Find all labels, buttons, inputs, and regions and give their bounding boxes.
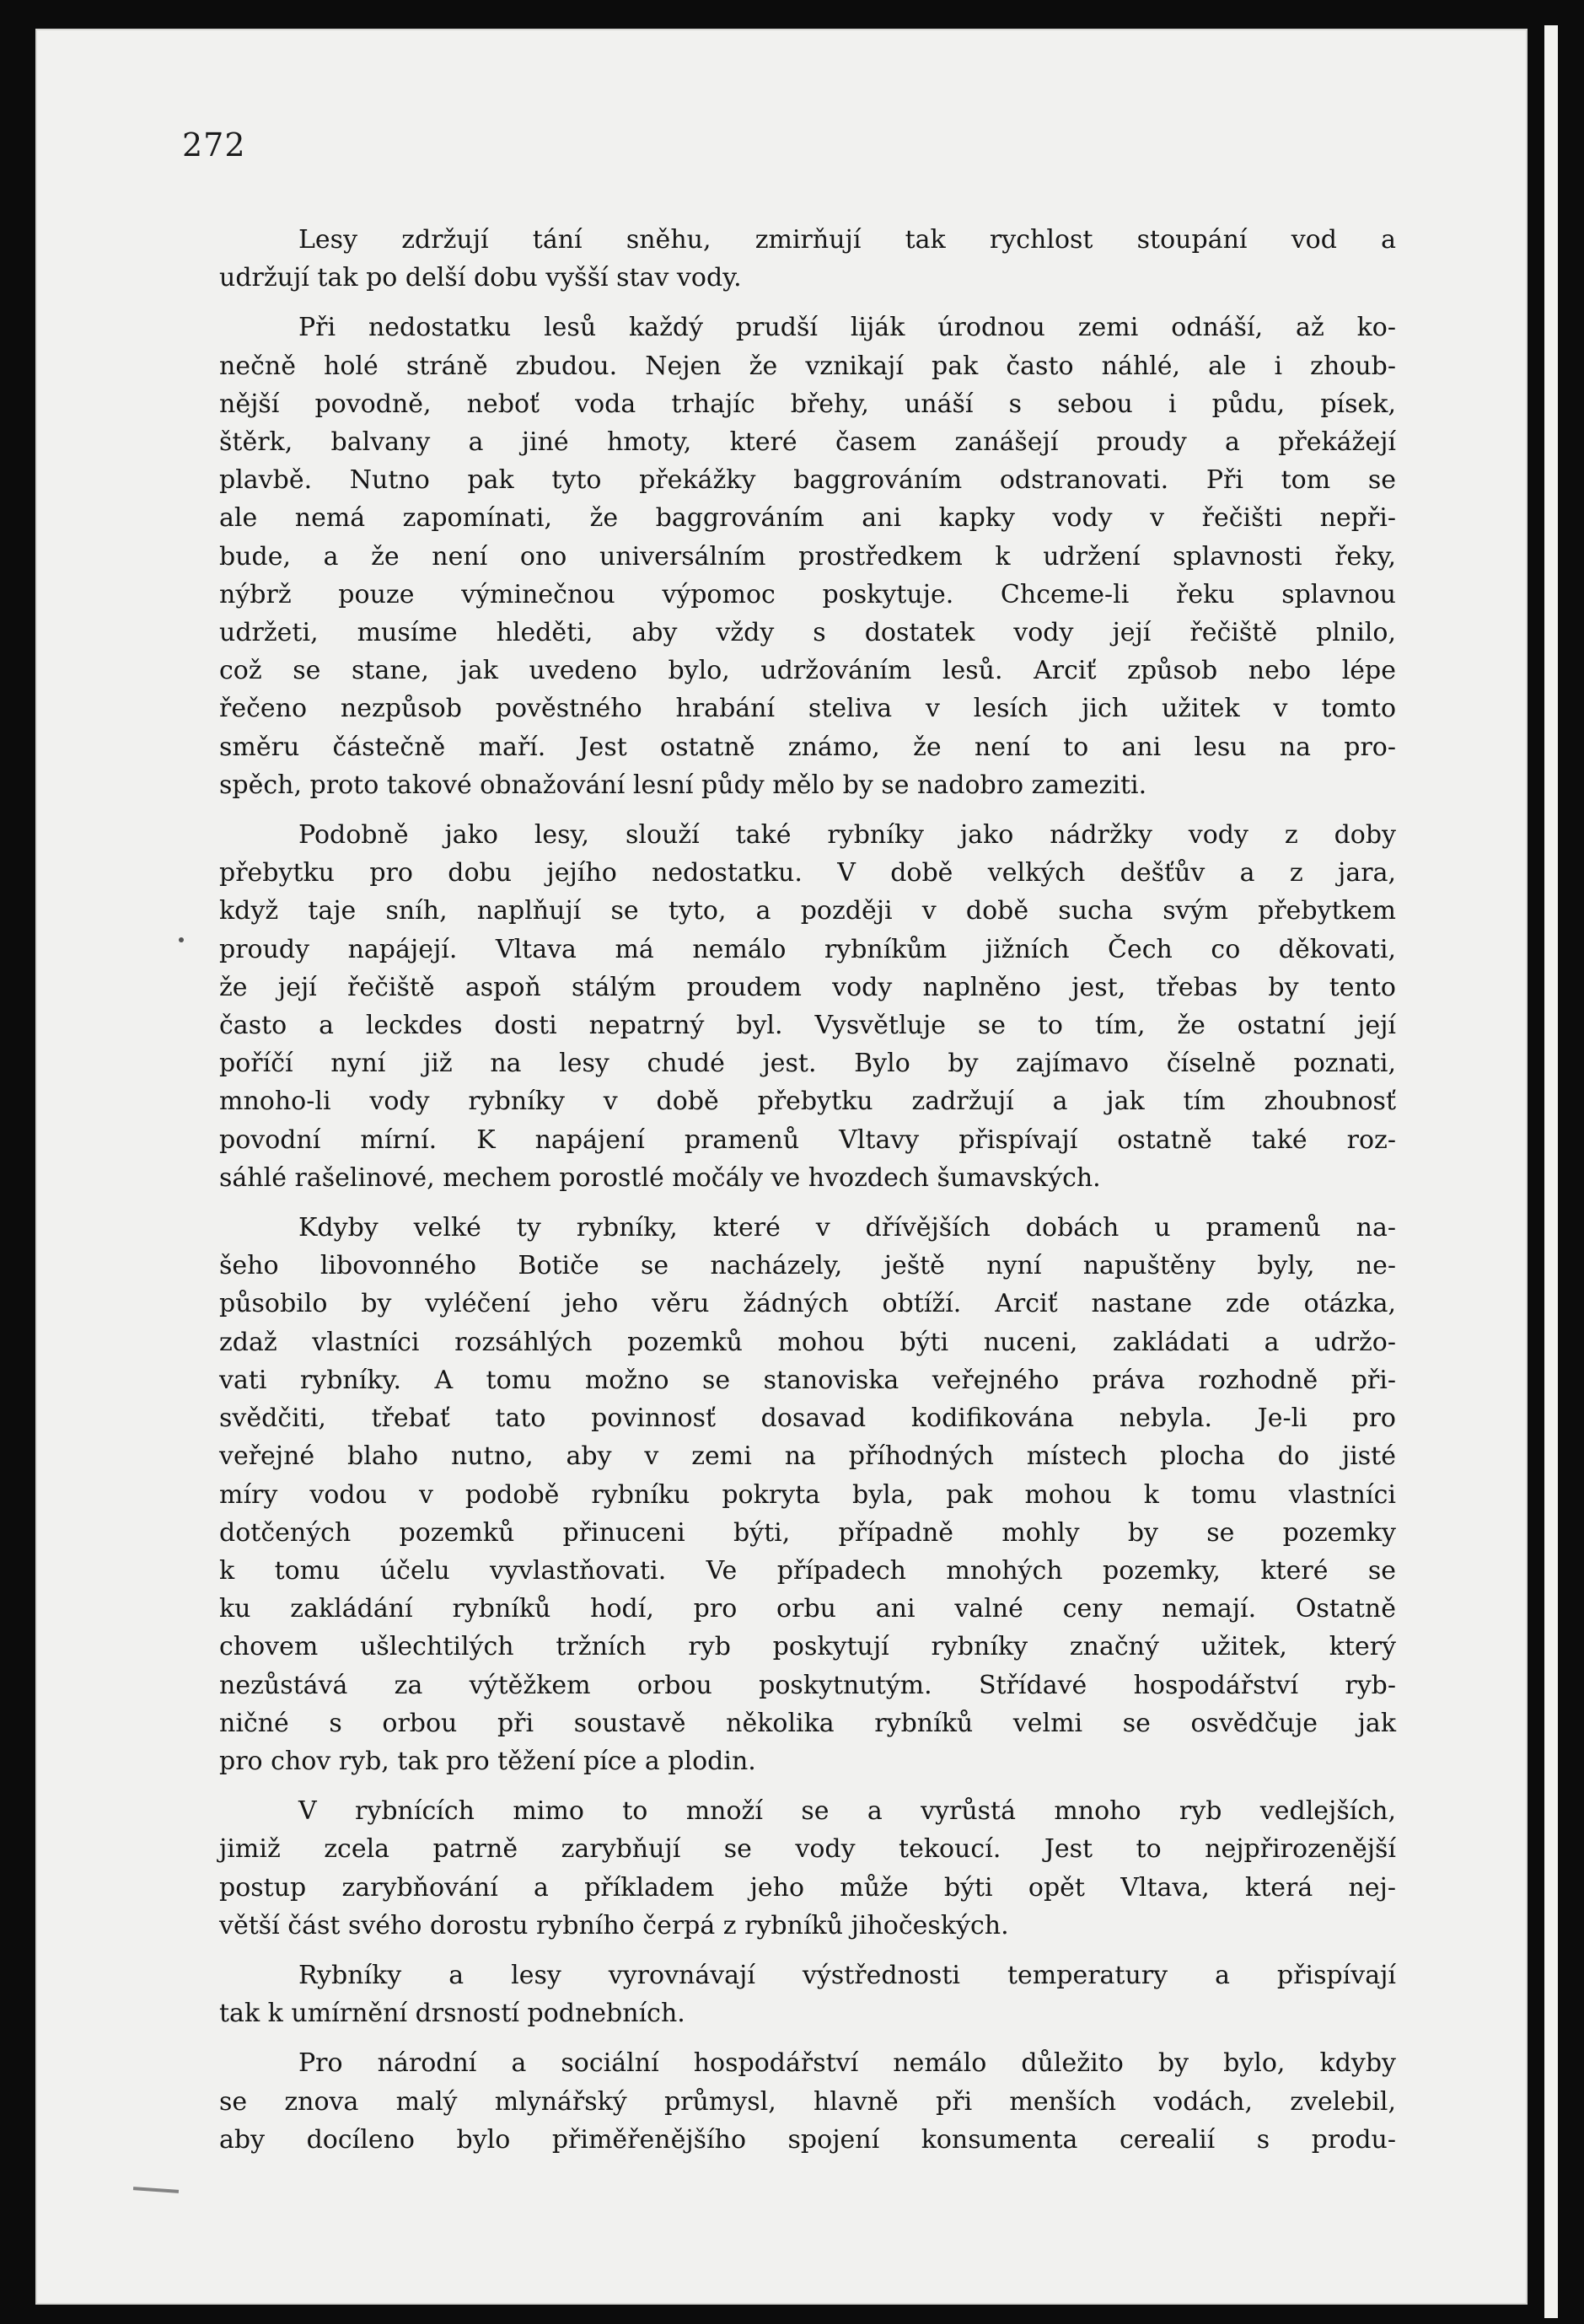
text-line: nější povodně, neboť voda trhajíc břehy, unáší s sebou i půdu, písek, xyxy=(219,389,1396,419)
text-line: tak k umírnění drsností podnebních. xyxy=(219,1999,685,2029)
text-line: větší část svého dorostu rybního čerpá z rybníků jihočeských. xyxy=(219,1910,1009,1940)
text-line: svědčiti, třebať tato povinnosť dosavad kodifikována nebyla. Je-li pro xyxy=(219,1404,1396,1434)
text-line: Rybníky a lesy vyrovnávají výstřednosti temperatury a přispívají xyxy=(298,1960,1396,1990)
page-body-text xyxy=(219,221,1396,2171)
text-line: mnoho-li vody rybníky v době přebytku zadržují a jak tím zhoubnosť xyxy=(219,1087,1396,1117)
text-line: jimiž zcela patrně zarybňují se vody tekoucí. Jest to nejpřirozenější xyxy=(219,1834,1396,1865)
text-line: se znova malý mlynářský průmysl, hlavně při menších vodách, zvelebil, xyxy=(219,2086,1396,2117)
paragraph-5 xyxy=(219,1792,1396,1945)
paragraph-3 xyxy=(219,816,1396,1197)
text-line: nečně holé stráně zbudou. Nejen že vznikají pak často náhlé, ale i zhoub- xyxy=(219,351,1396,381)
paragraph-7 xyxy=(219,2044,1396,2159)
text-line: Pro národní a sociální hospodářství nemálo důležito by bylo, kdyby xyxy=(298,2048,1396,2079)
text-line: často a leckdes dosti nepatrný byl. Vysvětluje se to tím, že ostatní její xyxy=(219,1011,1396,1041)
text-line: proudy napájejí. Vltava má nemálo rybníkům jižních Čech co děkovati, xyxy=(219,934,1396,964)
text-line: plavbě. Nutno pak tyto překážky baggrováním odstranovati. Při tom se xyxy=(219,465,1396,496)
page-number: 272 xyxy=(182,126,246,164)
text-line: štěrk, balvany a jiné hmoty, které časem zanášejí proudy a překážejí xyxy=(219,427,1396,458)
text-line: pro chov ryb, tak pro těžení píce a plodin. xyxy=(219,1746,756,1776)
text-line: sáhlé rašelinové, mechem porostlé močály ve hvozdech šumavských. xyxy=(219,1162,1101,1193)
text-line: chovem ušlechtilých tržních ryb poskytují rybníky značný užitek, který xyxy=(219,1632,1396,1662)
text-line: bude, a že není ono universálním prostředkem k udržení splavnosti řeky, xyxy=(219,541,1396,572)
text-line: řečeno nezpůsob pověstného hrabání steliva v lesích jich užitek v tomto xyxy=(219,694,1396,724)
text-line: ničné s orbou při soustavě několika rybníků velmi se osvědčuje jak xyxy=(219,1708,1396,1738)
paragraph-6 xyxy=(219,1956,1396,2032)
text-line: spěch, proto takové obnažování lesní půdy mělo by se nadobro zameziti. xyxy=(219,770,1147,800)
text-line: aby docíleno bylo přiměřenějšího spojení konsumenta cerealií s produ- xyxy=(219,2124,1396,2155)
ink-speck xyxy=(179,937,184,942)
text-line: dotčených pozemků přinuceni býti, případně mohly by se pozemky xyxy=(219,1517,1396,1548)
text-line: míry vodou v podobě rybníku pokryta byla, pak mohou k tomu vlastníci xyxy=(219,1479,1396,1510)
text-line: nýbrž pouze výminečnou výpomoc poskytuje. Chceme-li řeku splavnou xyxy=(219,579,1396,609)
text-line: působilo by vyléčení jeho věru žádných obtíží. Arciť nastane zde otázka, xyxy=(219,1289,1396,1319)
text-line: když taje sníh, naplňují se tyto, a později v době sucha svým přebytkem xyxy=(219,896,1396,926)
text-line: postup zarybňování a příkladem jeho může býti opět Vltava, která nej- xyxy=(219,1872,1396,1903)
paragraph-2 xyxy=(219,309,1396,804)
text-line: veřejné blaho nutno, aby v zemi na příhodných místech plocha do jisté xyxy=(219,1441,1396,1472)
text-line: že její řečiště aspoň stálým proudem vody naplněno jest, třebas by tento xyxy=(219,972,1396,1002)
text-line: Při nedostatku lesů každý prudší liják úrodnou zemi odnáší, až ko- xyxy=(298,313,1396,343)
text-line: Lesy zdržují tání sněhu, zmirňují tak rychlost stoupání vod a xyxy=(298,225,1396,255)
text-line: což se stane, jak uvedeno bylo, udržováním lesů. Arciť způsob nebo lépe xyxy=(219,656,1396,686)
text-line: přebytku pro dobu jejího nedostatku. V době velkých dešťův a z jara, xyxy=(219,858,1396,888)
text-line: ku zakládání rybníků hodí, pro orbu ani valné ceny nemají. Ostatně xyxy=(219,1594,1396,1624)
text-line: nezůstává za výtěžkem orbou poskytnutým. Střídavé hospodářství ryb- xyxy=(219,1670,1396,1700)
text-line: vati rybníky. A tomu možno se stanoviska veřejného práva rozhodně při- xyxy=(219,1365,1396,1395)
paragraph-4 xyxy=(219,1209,1396,1780)
text-line: Podobně jako lesy, slouží také rybníky jako nádržky vody z doby xyxy=(298,820,1396,851)
text-line: k tomu účelu vyvlastňovati. Ve případech mnohých pozemky, které se xyxy=(219,1555,1396,1586)
text-line: udržeti, musíme hleděti, aby vždy s dostatek vody její řečiště plnilo, xyxy=(219,618,1396,648)
text-line: Kdyby velké ty rybníky, které v dřívějších dobách u pramenů na- xyxy=(298,1213,1396,1243)
text-line: směru částečně maří. Jest ostatně známo, že není to ani lesu na pro- xyxy=(219,732,1396,762)
text-line: poříčí nyní již na lesy chudé jest. Bylo by zajímavo číselně poznati, xyxy=(219,1049,1396,1079)
paragraph-1 xyxy=(219,221,1396,297)
text-line: šeho libovonného Botiče se nacházely, ještě nyní napuštěny byly, ne- xyxy=(219,1251,1396,1281)
text-line: ale nemá zapomínati, že baggrováním ani kapky vody v řečišti nepři- xyxy=(219,503,1396,534)
adjacent-page-edge xyxy=(1544,25,1558,2318)
text-line: V rybnících mimo to množí se a vyrůstá mnoho ryb vedlejších, xyxy=(298,1796,1396,1827)
text-line: zdaž vlastníci rozsáhlých pozemků mohou býti nuceni, zakládati a udržo- xyxy=(219,1327,1396,1357)
text-line: povodní mírní. K napájení pramenů Vltavy přispívají ostatně také roz- xyxy=(219,1124,1396,1155)
text-line: udržují tak po delší dobu vyšší stav vody. xyxy=(219,263,742,293)
